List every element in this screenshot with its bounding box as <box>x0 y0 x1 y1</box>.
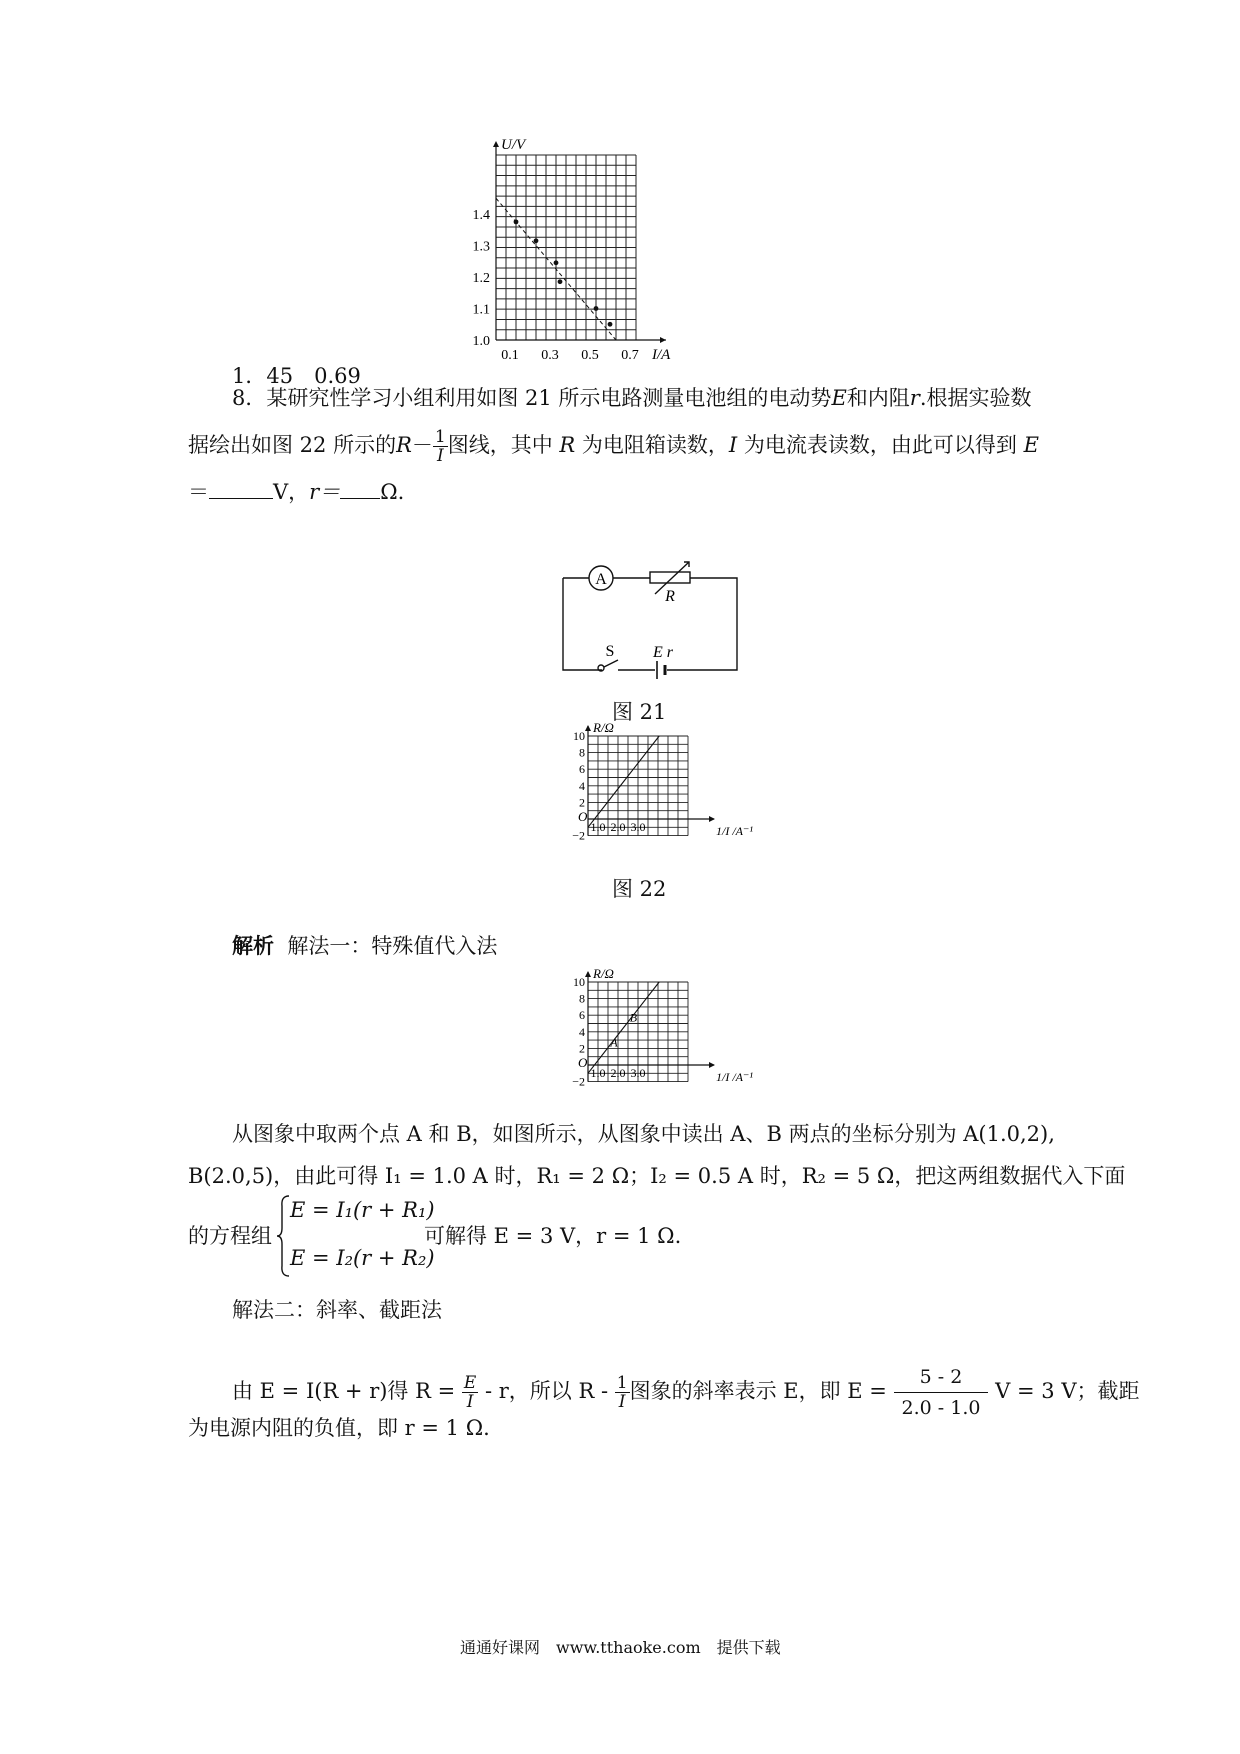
r-y-arrow <box>585 725 591 731</box>
u-i-xtick: 0.7 <box>621 348 639 363</box>
q8-line2a: 据绘出如图 22 所示的 <box>188 433 397 457</box>
r-ytick: 2 <box>579 1041 585 1056</box>
u-i-x-arrow <box>660 337 666 343</box>
r-ylabel: R/Ω <box>593 720 614 735</box>
answer-blank-E <box>209 478 273 499</box>
r-ytick: 6 <box>579 1008 585 1023</box>
method1-title: 解法一：特殊值代入法 <box>287 934 498 958</box>
q8-unit-ohm: Ω. <box>380 480 405 504</box>
m2-frac2-num: 1 <box>616 1373 628 1393</box>
u-i-ytick: 1.4 <box>472 208 490 223</box>
r-ytick: 4 <box>579 778 585 793</box>
q8-frac-den: I <box>436 446 444 466</box>
r-inverse-i-chart <box>548 720 753 867</box>
analysis-heading: 解析 <box>232 933 274 958</box>
equation-2: E = I₂(r + R₂) <box>290 1246 435 1270</box>
q8-and-r: 和内阻 <box>846 386 910 410</box>
r-xlabel: 1/I /A⁻¹ <box>716 1070 753 1084</box>
q8-R2: R <box>559 433 576 457</box>
r-ytick: 10 <box>573 729 585 743</box>
m2-frac1-den: I <box>466 1392 474 1412</box>
u-i-ytick: 1.0 <box>472 334 490 349</box>
u-i-data-point <box>594 306 599 311</box>
q8-line2b: 图线，其中 <box>447 433 553 457</box>
r-xtick: 3.0 <box>630 1066 646 1080</box>
r-inverse-i-chart-annotated <box>548 966 753 1113</box>
q8-r: r <box>909 386 920 410</box>
q8-fraction <box>433 428 448 465</box>
r-data-line <box>588 982 659 1073</box>
q8-E2: E <box>1023 433 1039 457</box>
u-i-ylabel: U/V <box>501 137 526 153</box>
q8-unit-V: V， <box>273 480 310 504</box>
resistor-label: R <box>665 588 675 605</box>
equation-brace <box>276 1194 290 1289</box>
r-ytick: 6 <box>579 762 585 777</box>
m2-part-b: - r，所以 R - <box>484 1379 609 1403</box>
r-data-line <box>588 736 659 827</box>
r-ytick: 2 <box>579 795 585 810</box>
u-i-data-point <box>554 260 559 265</box>
r-origin: O <box>578 1055 588 1070</box>
m2-part-a: 由 E = I(R + r)得 R = <box>232 1379 456 1403</box>
q8-E: E <box>831 386 847 410</box>
r-x-arrow <box>709 816 715 822</box>
q8-R: R <box>396 433 412 457</box>
u-i-axes <box>473 137 672 363</box>
figure-22-caption: 图 22 <box>612 877 667 901</box>
q8-line2 <box>188 428 1039 465</box>
battery-label: E r <box>653 644 673 661</box>
r-ylabel: R/Ω <box>593 966 614 981</box>
figure-21-caption: 图 21 <box>612 700 667 724</box>
u-i-xlabel: I/A <box>652 347 671 363</box>
u-i-xtick: 0.5 <box>581 348 599 363</box>
para1-line1: 从图象中取两个点 A 和 B，如图所示，从图象中读出 A、B 两点的坐标分别为 A(1.0,2), <box>232 1122 1055 1146</box>
m2-frac2-den: I <box>618 1392 626 1412</box>
r-ytick: −2 <box>572 828 585 843</box>
r-ytick: 8 <box>579 745 585 760</box>
r-y-arrow <box>585 971 591 977</box>
r-x-arrow <box>709 1062 715 1068</box>
answer-7: 1．45 0.69 <box>232 364 361 388</box>
u-i-data-point <box>534 238 539 243</box>
para1-line3b: 可解得 E = 3 V，r = 1 Ω. <box>424 1224 682 1248</box>
m2-slope-fraction <box>894 1362 989 1423</box>
r-xtick: 3.0 <box>630 820 646 834</box>
q8-line3 <box>188 478 404 506</box>
r-ytick: 8 <box>579 991 585 1006</box>
u-i-y-arrow <box>493 141 499 147</box>
r-ytick: 4 <box>579 1024 585 1039</box>
q8-line1 <box>232 384 1032 412</box>
u-i-ytick: 1.2 <box>472 271 490 286</box>
r-ytick: −2 <box>572 1074 585 1089</box>
m2-frac1-num: E <box>463 1373 477 1393</box>
q8-eq-sign: ＝ <box>188 480 209 504</box>
ammeter-label: A <box>595 571 607 588</box>
para1-line2: B(2.0,5)，由此可得 I₁ = 1.0 A 时，R₁ = 2 Ω；I₂ = 0.5 A 时，R₂ = 5 Ω，把这两组数据代入下面 <box>188 1164 1126 1188</box>
u-i-xtick: 0.3 <box>541 348 559 363</box>
para1-line3a: 的方程组 <box>188 1224 272 1248</box>
u-i-chart <box>450 135 770 405</box>
switch-label: S <box>605 643 615 660</box>
analysis-heading-line <box>232 932 497 960</box>
r-xtick: 2.0 <box>610 820 626 834</box>
u-i-grid <box>496 155 636 340</box>
m2-frac3-den: 2.0 - 1.0 <box>901 1397 981 1419</box>
m2-frac3-num: 5 - 2 <box>894 1362 989 1393</box>
variable-resistor-icon <box>650 572 690 583</box>
r-point-label-b: B <box>629 1010 638 1025</box>
method2-title: 解法二：斜率、截距法 <box>232 1298 442 1322</box>
u-i-data-point <box>608 322 613 327</box>
m2-frac-one-over-i <box>615 1374 630 1411</box>
m2-part-d: V = 3 V；截距 <box>995 1379 1140 1403</box>
equation-1: E = I₁(r + R₁) <box>290 1198 435 1222</box>
u-i-data-point <box>558 279 563 284</box>
q8-line2c: 为电阻箱读数， <box>581 433 729 457</box>
switch-blade <box>604 660 618 667</box>
r-xtick: 2.0 <box>610 1066 626 1080</box>
r-xtick: 1.0 <box>590 820 606 834</box>
circuit-wires <box>563 578 737 670</box>
q8-I: I <box>728 433 738 457</box>
m2-part-c: 图象的斜率表示 E，即 E = <box>629 1379 887 1403</box>
u-i-ytick: 1.1 <box>472 302 490 318</box>
r-origin: O <box>578 809 588 824</box>
r-xtick: 1.0 <box>590 1066 606 1080</box>
q8-line2d: 为电流表读数，由此可以得到 <box>743 433 1017 457</box>
q8-suffix1: .根据实验数 <box>919 386 1032 410</box>
q8-r-eq: r＝ <box>309 480 341 504</box>
answer-blank-r <box>340 478 380 499</box>
u-i-data-point <box>514 219 519 224</box>
page-footer: 通通好课网 www.tthaoke.com 提供下载 <box>460 1638 781 1657</box>
q8-prefix: 8．某研究性学习小组利用如图 21 所示电路测量电池组的电动势 <box>232 386 832 410</box>
u-i-xtick: 0.1 <box>501 348 519 363</box>
q8-frac-num: 1 <box>434 427 446 447</box>
q8-dash: － <box>411 433 433 457</box>
r-xlabel: 1/I /A⁻¹ <box>716 824 753 838</box>
r-point-label-a: A <box>610 1035 618 1050</box>
method2-line2: 为电源内阻的负值，即 r = 1 Ω. <box>188 1416 490 1440</box>
r-ytick: 10 <box>573 975 585 989</box>
u-i-ytick: 1.3 <box>472 239 490 255</box>
circuit-diagram <box>555 560 745 690</box>
m2-frac-e-over-i <box>462 1374 478 1411</box>
